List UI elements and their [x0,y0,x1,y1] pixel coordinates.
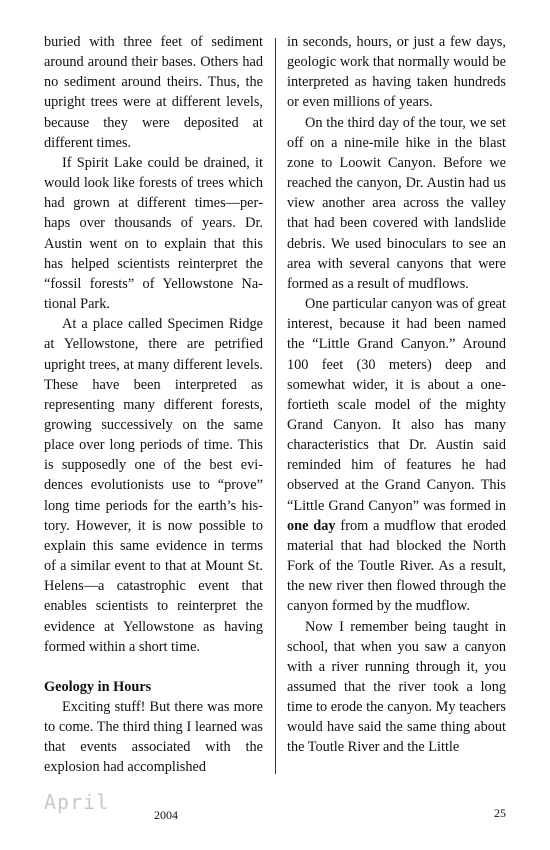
column-divider [275,38,276,774]
right-paragraph-3-end: from a mudflow that eroded material that had blocked the North Fork of the Toutle River. As a result, the new river then flowed through the canyon formed by the mudflow. [287,517,506,615]
right-paragraph-3-start: One particular canyon was of great interest, because it had been named the “Little Grand Canyon.” Around 100 feet (30 meters) deep and somewhat wider, it is about a one-fortieth scale model of the mighty Grand Canyon. It also has many characteristics that Dr. Austin said reminded him of features he had observed at the Grand Canyon. This “Little Grand Canyon” was formed in [287,296,506,514]
right-column [287,32,506,758]
left-column [44,32,263,778]
emphasis-one-day: one day [287,517,336,534]
left-paragraph-4: Exciting stuff! But there was more to come. The third thing I learned was that events associated with the explosion had accomplished [44,699,263,776]
left-paragraph-3: At a place called Specimen Ridge at Yellowstone, there are petrified upright trees, at many different levels. These have been interpreted as representing many different forests, growing successively on the same place over long periods of time. This is supposedly one of the best evidences evolutionists use to “prove” long time periods for the earth’s history. However, it is now possible to explain this same evidence in terms of a similar event to that at Mount St. Helens—a catastrophic event that enables scientists to reinterpret the evidence at Yellowstone as having formed within a short time. [44,316,263,655]
footer-year: 2004 [154,808,178,822]
right-paragraph-1: in seconds, hours, or just a few days, geologic work that normally would be interpreted as having taken hundreds or even millions of years. [287,34,506,111]
left-paragraph-2: If Spirit Lake could be drained, it would look like forests of trees which had grown at different times—perhaps over thousands of years. Dr. Austin went on to explain that this has helped scientists reinterpret the “fossil forests” of Yellowstone National Park. [44,154,263,313]
right-paragraph-3 [287,294,506,617]
section-heading: Geology in Hours [44,678,152,695]
section-gap [44,657,263,677]
right-paragraph-2: On the third day of the tour, we set off on a nine-mile hike in the blast zone to Loowit Canyon. Before we reached the canyon, Dr. Austin had us view another area across the valley that had been covered with landslide debris. We used binoculars to see an area with several canyons that were formed as a result of mudflows. [287,114,506,292]
right-paragraph-4: Now I remember being taught in school, that when you saw a canyon with a river running through it, you assumed that the river took a long time to erode the canyon. My teachers would have said the same thing about the Toutle River and the Little [287,618,506,756]
page-number: 25 [494,806,506,820]
left-paragraph-1: buried with three feet of sediment around around their bases. Others had no sediment around theirs. Thus, the upright trees were at different levels, because they were deposited at different times. [44,34,263,151]
footer-month: April [44,790,110,814]
